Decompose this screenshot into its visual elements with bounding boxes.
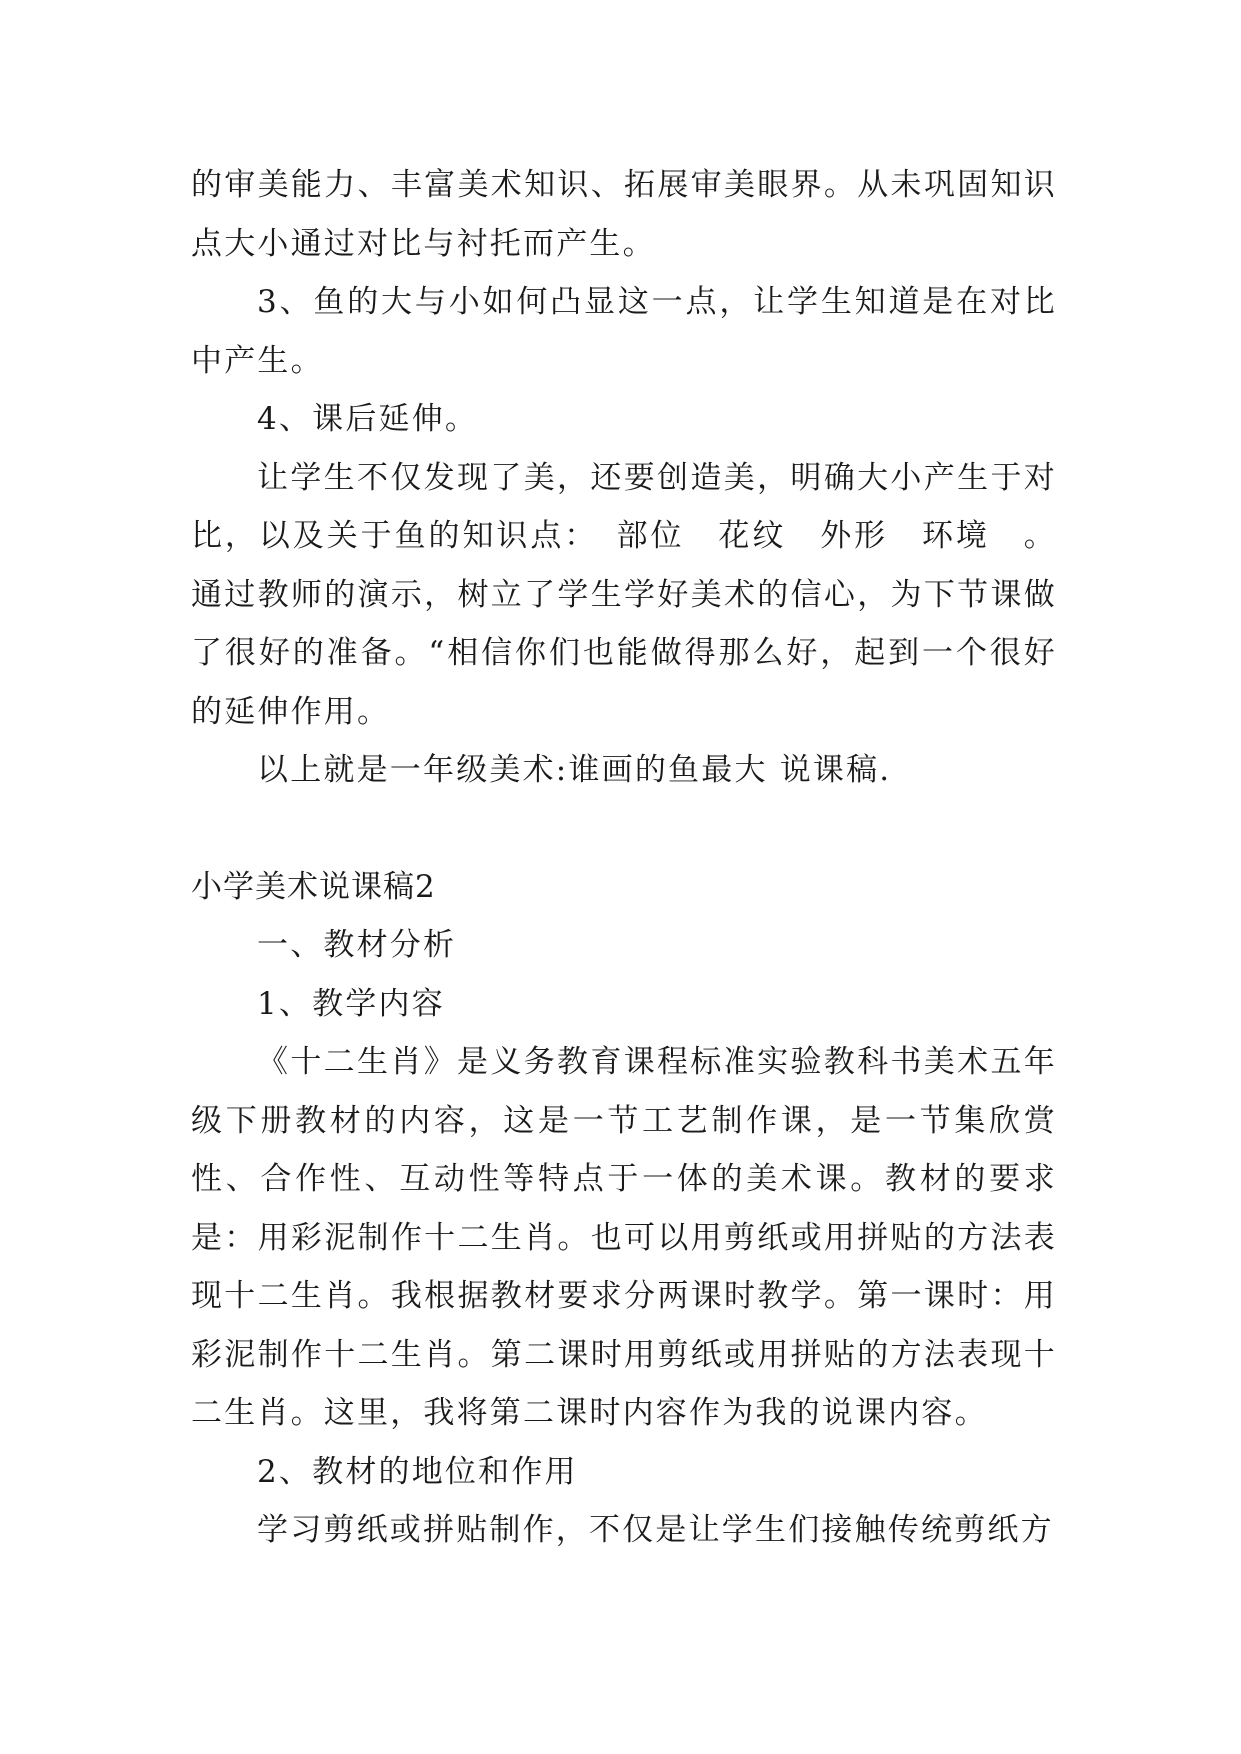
section-gap: [191, 800, 1057, 858]
paragraph-aesthetic-ability: 的审美能力、丰富美术知识、拓展审美眼界。从未巩固知识点大小通过对比与衬托而产生。: [191, 167, 1057, 262]
heading-material-analysis: 一、教材分析: [257, 927, 457, 963]
heading-teaching-content: 1、教学内容: [257, 985, 445, 1022]
heading-material-role: 2、教材的地位和作用: [257, 1453, 578, 1490]
section-title: 小学美术说课稿2: [191, 868, 436, 905]
paragraph-extension: 让学生不仅发现了美，还要创造美，明确大小产生于对比，以及关于鱼的知识点： 部位 花纹 外形 环境 。通过教师的演示，树立了学生学好美术的信心，为下节课做了很好的准备。“相信你们也能做得那么好，起到一个很好的延伸作用。: [191, 459, 1057, 730]
paragraph-point-3: 3、鱼的大与小如何凸显这一点，让学生知道是在对比中产生。: [191, 284, 1057, 379]
paragraph-material-role: 学习剪纸或拼贴制作，不仅是让学生们接触传统剪纸方: [257, 1512, 1054, 1548]
paragraph-point-4: 4、课后延伸。: [257, 401, 479, 437]
document-body: [191, 156, 1057, 1560]
paragraph-teaching-content: 《十二生肖》是义务教育课程标准实验教科书美术五年级下册教材的内容，这是一节工艺制作课，是一节集欣赏性、合作性、互动性等特点于一体的美术课。教材的要求是：用彩泥制作十二生肖。也可以用剪纸或用拼贴的方法表现十二生肖。我根据教材要求分两课时教学。第一课时：用彩泥制作十二生肖。第二课时用剪纸或用拼贴的方法表现十二生肖。这里，我将第二课时内容作为我的说课内容。: [191, 1044, 1057, 1431]
paragraph-conclusion: 以上就是一年级美术:谁画的鱼最大 说课稿.: [257, 752, 892, 788]
